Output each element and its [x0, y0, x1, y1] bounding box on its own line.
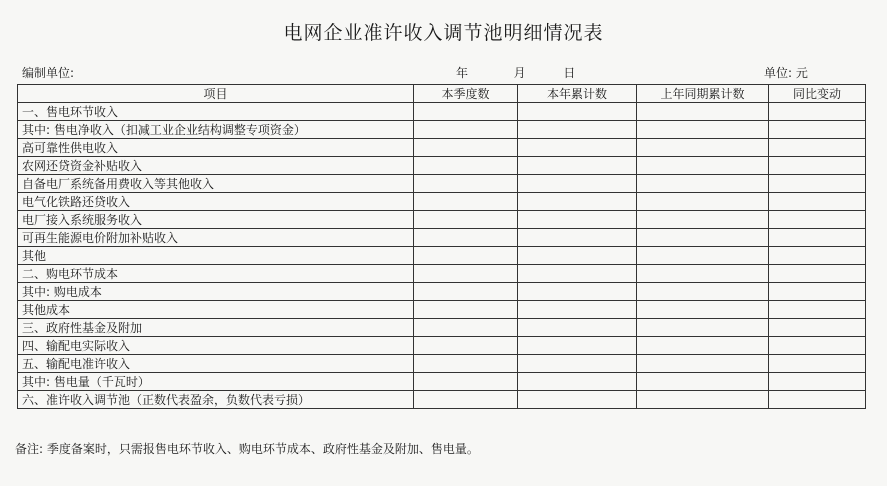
- value-cell[interactable]: [414, 283, 518, 301]
- value-cell[interactable]: [518, 139, 637, 157]
- row-label: 电气化铁路还贷收入: [18, 193, 414, 211]
- value-cell[interactable]: [769, 193, 866, 211]
- table-row: [18, 193, 866, 211]
- row-label: 高可靠性供电收入: [18, 139, 414, 157]
- value-cell[interactable]: [769, 229, 866, 247]
- value-cell[interactable]: [769, 283, 866, 301]
- value-cell[interactable]: [518, 121, 637, 139]
- value-cell[interactable]: [769, 301, 866, 319]
- value-cell[interactable]: [414, 373, 518, 391]
- value-cell[interactable]: [637, 139, 769, 157]
- table-row: [18, 337, 866, 355]
- row-label: 其他: [18, 247, 414, 265]
- table-row: [18, 319, 866, 337]
- row-label: 六、准许收入调节池（正数代表盈余，负数代表亏损）: [18, 391, 414, 409]
- value-cell[interactable]: [769, 139, 866, 157]
- value-cell[interactable]: [414, 121, 518, 139]
- value-cell[interactable]: [637, 121, 769, 139]
- row-label: 其中: 购电成本: [18, 283, 414, 301]
- month-label: 月: [513, 66, 526, 80]
- value-cell[interactable]: [637, 301, 769, 319]
- value-cell[interactable]: [518, 301, 637, 319]
- value-cell[interactable]: [414, 229, 518, 247]
- value-cell[interactable]: [414, 391, 518, 409]
- value-cell[interactable]: [518, 157, 637, 175]
- value-cell[interactable]: [518, 247, 637, 265]
- value-cell[interactable]: [637, 319, 769, 337]
- row-label: 其中: 售电量（千瓦时）: [18, 373, 414, 391]
- value-cell[interactable]: [637, 337, 769, 355]
- table-row: [18, 373, 866, 391]
- row-label: 其他成本: [18, 301, 414, 319]
- header-yoy-change: 同比变动: [769, 85, 866, 103]
- page-title: 电网企业准许收入调节池明细情况表: [283, 22, 604, 44]
- header-item: 项目: [18, 85, 414, 103]
- day-label: 日: [563, 66, 576, 80]
- value-cell[interactable]: [518, 319, 637, 337]
- value-cell[interactable]: [414, 319, 518, 337]
- value-cell[interactable]: [637, 355, 769, 373]
- compiling-unit-label: 编制单位:: [22, 66, 75, 80]
- row-label: 电厂接入系统服务收入: [18, 211, 414, 229]
- value-cell[interactable]: [414, 265, 518, 283]
- value-cell[interactable]: [769, 355, 866, 373]
- value-cell[interactable]: [414, 301, 518, 319]
- table-row: [18, 247, 866, 265]
- table-row: [18, 283, 866, 301]
- row-label: 五、输配电准许收入: [18, 355, 414, 373]
- footnote: 备注: 季度备案时，只需报售电环节收入、购电环节成本、政府性基金及附加、售电量。: [15, 442, 479, 456]
- value-cell[interactable]: [414, 139, 518, 157]
- value-cell[interactable]: [769, 247, 866, 265]
- table-row: [18, 103, 866, 121]
- value-cell[interactable]: [518, 229, 637, 247]
- value-cell[interactable]: [769, 103, 866, 121]
- value-cell[interactable]: [637, 157, 769, 175]
- row-label: 其中: 售电净收入（扣减工业企业结构调整专项资金）: [18, 121, 414, 139]
- value-cell[interactable]: [518, 391, 637, 409]
- table-row: [18, 121, 866, 139]
- row-label: 四、输配电实际收入: [18, 337, 414, 355]
- value-cell[interactable]: [769, 121, 866, 139]
- value-cell[interactable]: [637, 247, 769, 265]
- value-cell[interactable]: [769, 175, 866, 193]
- row-label: 农网还贷资金补贴收入: [18, 157, 414, 175]
- value-cell[interactable]: [414, 355, 518, 373]
- table-row: [18, 157, 866, 175]
- value-cell[interactable]: [518, 265, 637, 283]
- header-prior-ytd: 上年同期累计数: [637, 85, 769, 103]
- value-cell[interactable]: [769, 157, 866, 175]
- table-row: [18, 139, 866, 157]
- table-row: [18, 301, 866, 319]
- row-label: 一、售电环节收入: [18, 103, 414, 121]
- table-row: [18, 229, 866, 247]
- row-label: 二、购电环节成本: [18, 265, 414, 283]
- value-cell[interactable]: [518, 283, 637, 301]
- value-cell[interactable]: [518, 103, 637, 121]
- value-cell[interactable]: [637, 175, 769, 193]
- row-label: 三、政府性基金及附加: [18, 319, 414, 337]
- value-cell[interactable]: [414, 175, 518, 193]
- value-cell[interactable]: [637, 265, 769, 283]
- value-cell[interactable]: [414, 247, 518, 265]
- table-body: [18, 103, 866, 409]
- value-cell[interactable]: [637, 193, 769, 211]
- header-quarter: 本季度数: [414, 85, 518, 103]
- row-label: 可再生能源电价附加补贴收入: [18, 229, 414, 247]
- value-cell[interactable]: [769, 337, 866, 355]
- table-header-row: [18, 85, 866, 103]
- value-cell[interactable]: [518, 175, 637, 193]
- value-cell[interactable]: [769, 373, 866, 391]
- value-cell[interactable]: [769, 319, 866, 337]
- value-cell[interactable]: [637, 229, 769, 247]
- value-cell[interactable]: [637, 391, 769, 409]
- value-cell[interactable]: [518, 337, 637, 355]
- value-cell[interactable]: [769, 211, 866, 229]
- value-cell[interactable]: [518, 373, 637, 391]
- table-row: [18, 265, 866, 283]
- row-label: 自备电厂系统备用费收入等其他收入: [18, 175, 414, 193]
- value-cell[interactable]: [637, 283, 769, 301]
- value-cell[interactable]: [414, 157, 518, 175]
- header-ytd: 本年累计数: [518, 85, 637, 103]
- year-label: 年: [456, 66, 469, 80]
- value-cell[interactable]: [637, 103, 769, 121]
- table-row: [18, 355, 866, 373]
- value-cell[interactable]: [518, 193, 637, 211]
- table-row: [18, 175, 866, 193]
- currency-unit: 单位: 元: [764, 66, 808, 80]
- value-cell[interactable]: [518, 355, 637, 373]
- value-cell[interactable]: [637, 373, 769, 391]
- value-cell[interactable]: [414, 193, 518, 211]
- value-cell[interactable]: [769, 265, 866, 283]
- date-fields: [456, 64, 575, 81]
- value-cell[interactable]: [414, 103, 518, 121]
- table-row: [18, 211, 866, 229]
- value-cell[interactable]: [518, 211, 637, 229]
- value-cell[interactable]: [414, 211, 518, 229]
- table-row: [18, 391, 866, 409]
- detail-table: [17, 84, 866, 409]
- value-cell[interactable]: [637, 211, 769, 229]
- value-cell[interactable]: [414, 337, 518, 355]
- value-cell[interactable]: [769, 391, 866, 409]
